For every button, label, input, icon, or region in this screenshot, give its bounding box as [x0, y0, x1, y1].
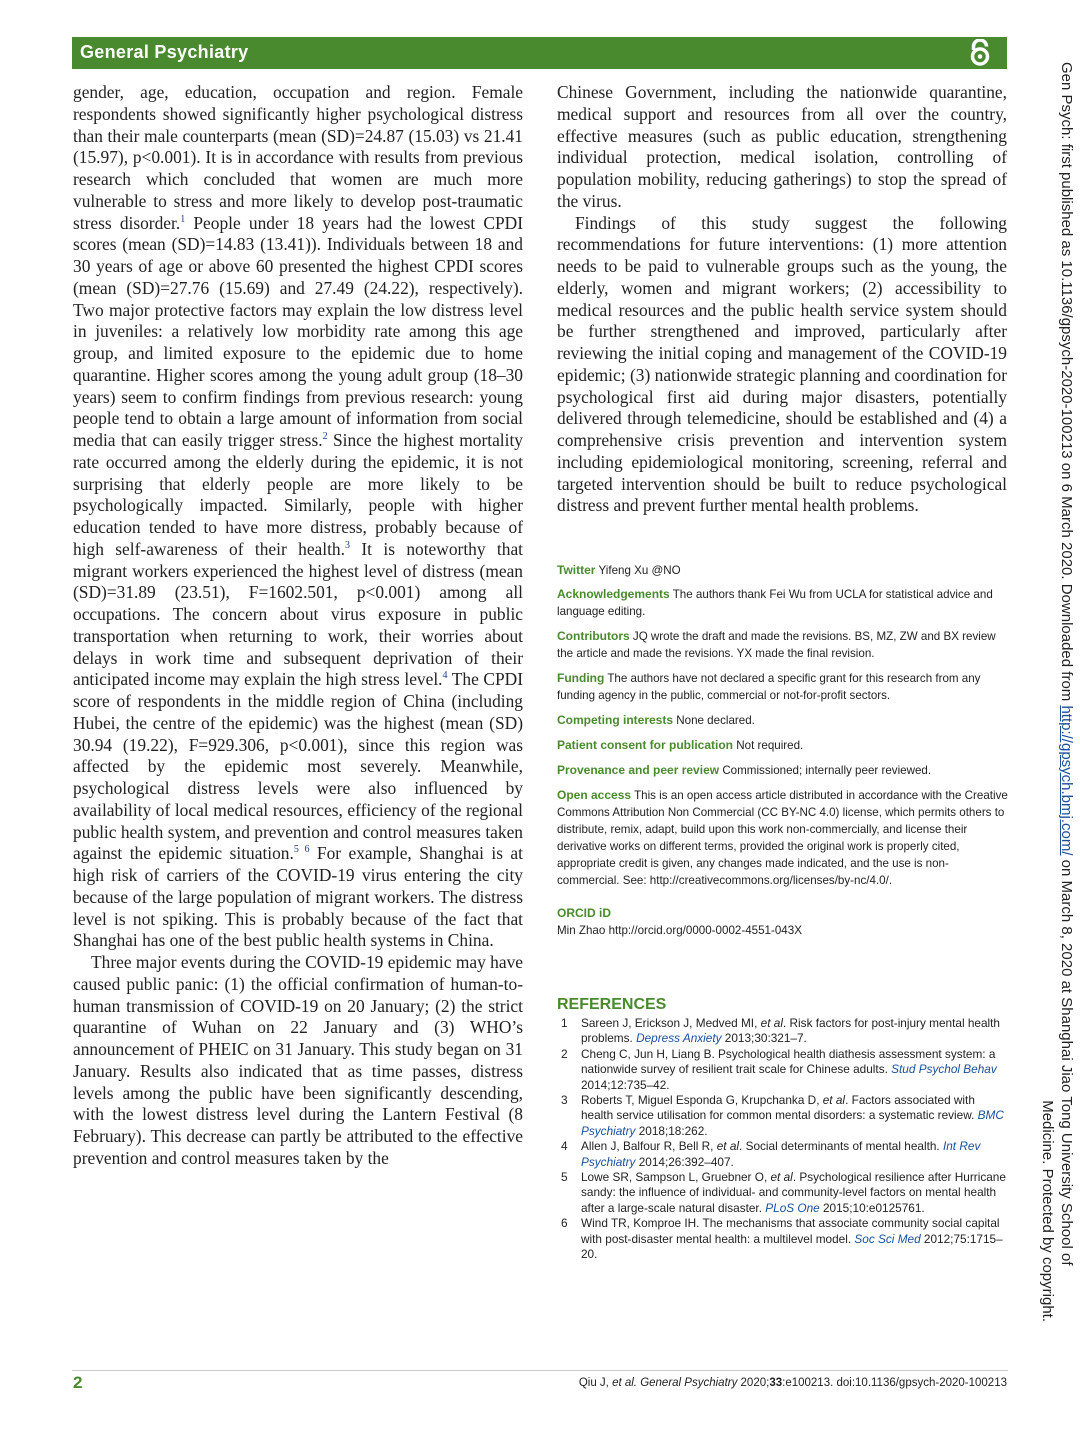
- reference-journal-link[interactable]: Depress Anxiety: [636, 1031, 722, 1046]
- reference-journal-link[interactable]: Int Rev Psychiatry: [581, 1139, 981, 1169]
- reference-text: Sareen J, Erickson J, Medved MI, et al. Risk factors for post-injury mental health problems. Depress Anxiety 2013;30:321–7.: [581, 1016, 1000, 1046]
- reference-text: Allen J, Balfour R, Bell R, et al. Social determinants of mental health. Int Rev Psychiatry 2014;26:392–407.: [581, 1139, 981, 1169]
- citation-5-6-link[interactable]: 5 6: [293, 844, 310, 856]
- reference-journal-link[interactable]: Stud Psychol Behav: [891, 1062, 997, 1077]
- reference-item: [557, 1139, 1009, 1170]
- page-number: 2: [73, 1373, 83, 1392]
- references-heading: REFERENCES: [557, 996, 667, 1013]
- open-access-section: Open access This is an open access article distributed in accordance with the Creative Commons Attribution Non Commercial (CC BY-NC 4.0) license, which permits others to distribute, remix, adapt, build upon this work non-commercially, and license their derivative works on different terms, provided the original work is properly cited, appropriate credit is given, any changes made indicated, and the use is non-commercial. See: http://creativecommons.org/licenses/by-nc/4.0/.: [557, 788, 1008, 887]
- sidebar-line-2: Medicine. Protected by copyright.: [1039, 1100, 1056, 1322]
- funding-section: Funding The authors have not declared a specific grant for this research from any funding agency in the public, commercial or not-for-profit sectors.: [557, 671, 981, 702]
- sidebar-journal-link[interactable]: http://gpsych.bmj.com/: [1058, 705, 1075, 856]
- reference-item: [557, 1170, 1009, 1216]
- reference-journal-link[interactable]: BMC Psychiatry: [581, 1108, 1004, 1138]
- orcid-label: ORCID iD: [557, 906, 611, 920]
- download-watermark-sidebar: [1036, 62, 1076, 1382]
- citation-4-link[interactable]: 4: [442, 670, 448, 682]
- reference-journal-link[interactable]: PLoS One: [765, 1200, 820, 1215]
- reference-text: Cheng C, Jun H, Liang B. Psychological health diathesis assessment system: a nationwide survey of resilient trait scale for Chinese adults. Stud Psychol Behav 2014;12:735–42.: [581, 1046, 997, 1092]
- citation-3-link[interactable]: 3: [344, 539, 350, 551]
- left-paragraph-2: Three major events during the COVID-19 epidemic may have caused public panic: (1) the official confirmation of human-to-human transmission of COVID-19 on 20 January; (2) the strict quarantine of Wuhan on 22 January and (3) WHO’s announcement of PHEIC on 31 January. This study began on 31 January. Results also indicated that as time passes, distress levels among the public have been significantly descending, with the lowest distress level during the Lantern Festival (8 February). This decrease can partly be attributed to the effective prevention and control measures taken by the: [73, 952, 523, 1168]
- provenance-section: Provenance and peer review Commissioned; internally peer reviewed.: [557, 763, 932, 777]
- twitter-section: Twitter Yifeng Xu @NO: [557, 563, 681, 577]
- reference-text: Roberts T, Miguel Esponda G, Krupchanka D, et al. Factors associated with health service utilisation for common mental disorders: a systematic review. BMC Psychiatry 2018;18:262.: [581, 1093, 1004, 1138]
- right-paragraph-1: Chinese Government, including the nationwide quarantine, medical support and resources from all over the country, effective measures (such as public education, strengthening individual protection, medical isolation, controlling of population mobility, reducing gatherings) to stop the spread of the virus.: [557, 82, 1007, 211]
- citation-2-link[interactable]: 2: [322, 431, 328, 443]
- patient-consent-section: Patient consent for publication Not required.: [557, 738, 804, 752]
- reference-item: [557, 1093, 1009, 1139]
- journal-title: General Psychiatry: [80, 42, 249, 62]
- reference-number: 1: [561, 1016, 568, 1030]
- right-paragraph-2: Findings of this study suggest the following recommendations for future interventions: (1) more attention needs to be paid to vulnerable groups such as the young, the elderly, women and migrant workers; (2) accessibility to medical resources and the public health service system should be further strengthened and improved, particularly after reviewing the initial coping and management of the COVID-19 epidemic; (3) nationwide strategic planning and coordination for psychological first aid during major disasters, potentially delivered through telemedicine, should be established and (4) a comprehensive crisis prevention and intervention system including epidemiological monitoring, screening, referral and targeted intervention should be built to reduce psychological distress and prevent further mental health problems.: [557, 212, 1007, 516]
- reference-item: [557, 1047, 1009, 1093]
- reference-item: [557, 1216, 1009, 1262]
- reference-number: 3: [561, 1093, 568, 1108]
- reference-text: Wind TR, Komproe IH. The mechanisms that associate community social capital with post-disaster mental health: a multilevel model. Soc Sci Med 2012;75:1715–20.: [581, 1216, 1003, 1262]
- sidebar-line-1: Gen Psych: first published as 10.1136/gpsych-2020-100213 on 6 March 2020. Downloaded from http://gpsych.bmj.com/ on March 8, 2020 at Shanghai Jiao Tong University School of: [1058, 62, 1075, 1266]
- citation-1-link[interactable]: 1: [180, 213, 186, 225]
- open-access-icon: [967, 39, 993, 67]
- orcid-author: Min Zhao: [557, 924, 606, 937]
- reference-number: 5: [561, 1170, 568, 1185]
- reference-number: 6: [561, 1216, 568, 1231]
- references-list: [557, 1016, 1009, 1263]
- reference-item: [557, 1016, 1009, 1047]
- journal-header-bar: [72, 37, 1007, 69]
- reference-text: Lowe SR, Sampson L, Gruebner O, et al. Psychological resilience after Hurricane sandy: the influence of individual- and community-level factors on mental health after a large-scale natural disaster. PLoS One 2015;10:e0125761.: [581, 1170, 1006, 1215]
- footer-divider: [72, 1370, 1008, 1371]
- contributors-section: Contributors JQ wrote the draft and made the revisions. BS, MZ, ZW and BX review the article and made the revisions. YX made the final revision.: [557, 629, 996, 660]
- orcid-link[interactable]: http://orcid.org/0000-0002-4551-043X: [608, 924, 802, 937]
- reference-number: 4: [561, 1139, 568, 1154]
- reference-journal-link[interactable]: Soc Sci Med: [854, 1231, 921, 1246]
- competing-interests-section: Competing interests None declared.: [557, 713, 755, 727]
- footer-citation: Qiu J, et al. General Psychiatry 2020;33:e100213. doi:10.1136/gpsych-2020-100213: [578, 1377, 1007, 1389]
- left-paragraph-1: gender, age, education, occupation and region. Female respondents showed significantly higher psychological distress than their male counterparts (mean (SD)=24.87 (15.03) vs 21.41 (15.97), p<0.001). It is in accordance with results from previous research which concluded that women are much more vulnerable to stress and more likely to develop post-traumatic stress disorder.$^1$ People under 18 years had the lowest CPDI scores (mean (SD)=14.83 (13.41)). Individuals between 18 and 30 years of age or above 60 presented the highest CPDI scores (mean (SD)=27.76 (15.69) and 27.49 (24.22), respectively). Two major protective factors may explain the low distress level in juveniles: a relatively low morbidity rate among this age group, and limited exposure to the epidemic due to home quarantine. Higher scores among the young adult group (18–30 years) seem to confirm findings from previous research: young people tend to obtain a large amount of information from social media that can easily trigger stress.$^2$ Since the highest mortality rate occurred among the elderly during the epidemic, it is not surprising that elderly people are more likely to be psychologically impacted. Similarly, people with higher education tended to have more distress, probably because of high self-awareness of their health.$^3$ It is noteworthy that migrant workers experienced the highest level of distress (mean (SD)=31.89 (23.51), F=1602.501, p<0.001) among all occupations. The concern about virus exposure in public transportation when returning to work, their worries about delays in work time and subsequent deprivation of their anticipated income may explain the high stress level.$^4$ The CPDI score of respondents in the middle region of China (including Hubei, the centre of the epidemic) was the highest (mean (SD) 30.94 (19.22), F=929.306, p<0.001), since this region was affected by the epidemic most severely. Meanwhile, psychological distress levels were also influenced by availability of local medical resources, efficiency of the regional public health system, and prevention and control measures taken against the epidemic situation.$^{5 6}$ For example, Shanghai is at high risk of carriers of the COVID-19 virus entering the city because of the large population of migrant workers. The distress level is not spiking. This is probably because of the fact that Shanghai has one of the best public health systems in China.: [73, 82, 523, 951]
- left-column: [73, 82, 523, 1170]
- reference-number: 2: [561, 1046, 568, 1061]
- acknowledgements-section: Acknowledgements The authors thank Fei Wu from UCLA for statistical advice and language editing.: [557, 587, 993, 618]
- orcid-section: [557, 905, 1009, 939]
- right-column: [557, 82, 1007, 517]
